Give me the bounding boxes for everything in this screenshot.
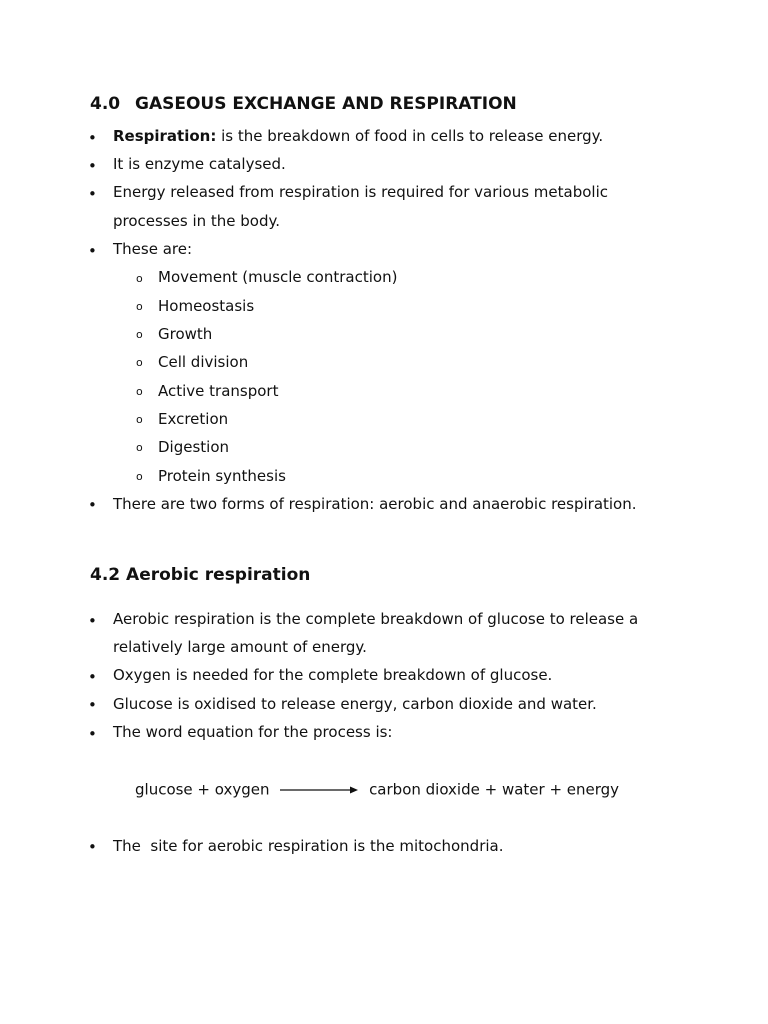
section-heading-1 [90,93,517,115]
sub-bullet-marker: o [136,300,143,313]
sub-bullet-text: Active transport [158,382,279,400]
bullet-text: Energy released from respiration is required for various metabolic [113,183,608,201]
sub-bullet-text: Protein synthesis [158,467,286,485]
sub-bullet-text: Growth [158,325,213,343]
bullet-text: Glucose is oxidised to release energy, carbon dioxide and water. [113,695,597,713]
bullet-marker: • [88,157,97,175]
sub-bullet-text: Digestion [158,438,230,456]
equation-products: carbon dioxide + water + energy [369,780,620,799]
bullet-text-continued: relatively large amount of energy. [113,638,367,656]
bullet-marker: • [88,242,97,260]
equation-reactants: glucose + oxygen [135,780,270,799]
bullet-marker: • [88,725,97,743]
term-respiration: Respiration: [113,127,217,145]
definition-text: is the breakdown of food in cells to release energy. [216,127,604,145]
bullet-text [113,126,603,146]
sub-bullet-marker: o [136,385,143,398]
bullet-text-continued: processes in the body. [113,212,281,230]
sub-bullet-marker: o [136,413,143,426]
bullet-text: There are two forms of respiration: aerobic and anaerobic respiration. [113,495,637,513]
section-title: GASEOUS EXCHANGE AND RESPIRATION [135,94,517,114]
sub-bullet-text: Homeostasis [158,297,255,315]
bullet-marker: • [88,185,97,203]
sub-bullet-text: Cell division [158,353,249,371]
bullet-text: It is enzyme catalysed. [113,155,286,173]
bullet-text: The site for aerobic respiration is the mitochondria. [113,837,504,855]
bullet-text: These are: [113,240,193,258]
sub-bullet-marker: o [136,356,143,369]
bullet-text: Aerobic respiration is the complete breakdown of glucose to release a [113,610,639,628]
bullet-marker: • [88,696,97,714]
bullet-marker: • [88,496,97,514]
sub-bullet-text: Movement (muscle contraction) [158,268,398,286]
sub-bullet-text: Excretion [158,410,229,428]
bullet-marker: • [88,612,97,630]
sub-bullet-marker: o [136,441,143,454]
section-heading-2: 4.2 Aerobic respiration [90,565,311,585]
sub-bullet-marker: o [136,470,143,483]
word-equation [135,778,619,800]
bullet-marker: • [88,668,97,686]
sub-bullet-marker: o [136,328,143,341]
section-number: 4.0 [90,94,121,114]
bullet-text: Oxygen is needed for the complete breakdown of glucose. [113,666,553,684]
sub-bullet-marker: o [136,272,143,285]
arrow-right-icon [280,785,358,795]
bullet-marker: • [88,129,97,147]
bullet-text: The word equation for the process is: [113,723,393,741]
bullet-marker: • [88,838,97,856]
